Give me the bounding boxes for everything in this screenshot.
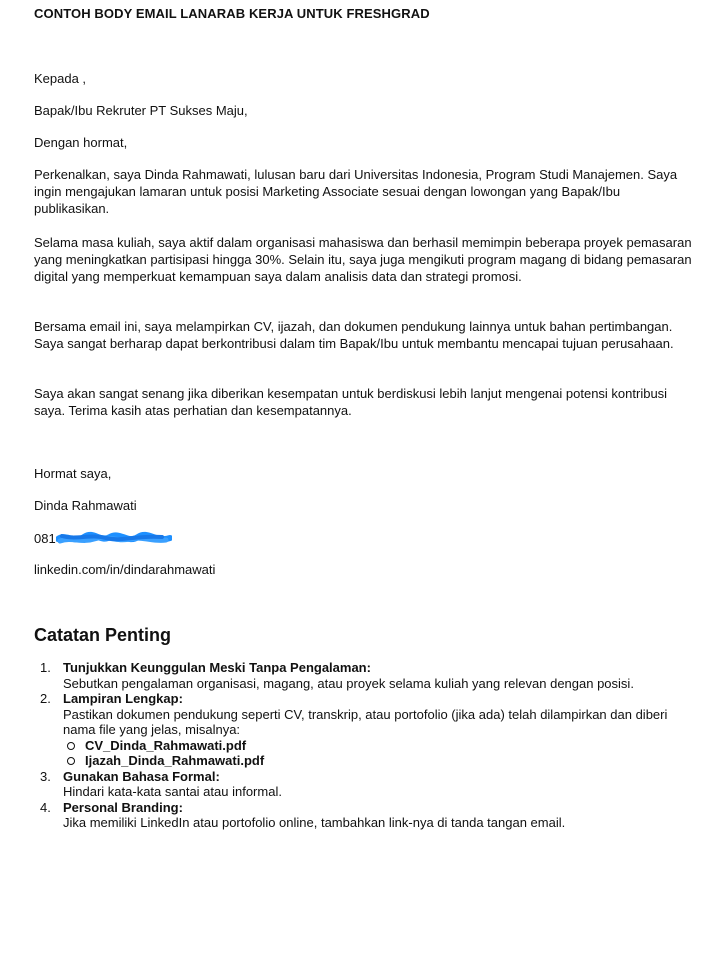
phone-number <box>34 530 172 548</box>
paragraph-experience: Selama masa kuliah, saya aktif dalam organisasi mahasiswa dan berhasil memimpin beberapa proyek pemasaran yang meningkatkan partisipasi hingga 30%. Selain itu, saya juga mengikuti program magang di bidang pemasaran digital yang memperkuat kemampuan saya dalam analisis data dan strategi promosi. <box>34 235 692 284</box>
salutation-line: Dengan hormat, <box>34 135 128 150</box>
list-item-description: Pastikan dokumen pendukung seperti CV, transkrip, atau portofolio (jika ada) telah dilampirkan dan diberi nama file yang jelas, misalnya: <box>63 706 668 737</box>
list-item-number: 2. <box>40 691 51 706</box>
notes-section-title: Catatan Penting <box>34 625 172 645</box>
attachment-file-name: Ijazah_Dinda_Rahmawati.pdf <box>85 753 265 768</box>
linkedin-line: linkedin.com/in/dindarahmawati <box>34 562 216 577</box>
sender-name: Dinda Rahmawati <box>34 498 137 513</box>
redaction-scribble <box>56 531 172 546</box>
greeting-line: Kepada , <box>34 71 87 86</box>
attachment-file-item <box>63 738 694 754</box>
paragraph-attachments: Bersama email ini, saya melampirkan CV, ijazah, dan dokumen pendukung lainnya untuk bahan pertimbangan. Saya sangat berharap dapat berkontribusi dalam tim Bapak/Ibu untuk membantu mencapai tujuan perusahaan. <box>34 319 674 351</box>
paragraph-introduction: Perkenalkan, saya Dinda Rahmawati, lulusan baru dari Universitas Indonesia, Program Studi Manajemen. Saya ingin mengajukan lamaran untuk posisi Marketing Associate sesuai dengan lowongan yang Bapak/Ibu publikasikan. <box>34 167 678 216</box>
hollow-bullet-icon <box>67 757 75 765</box>
list-item <box>34 691 694 769</box>
attachment-file-name: CV_Dinda_Rahmawati.pdf <box>85 737 247 753</box>
list-item-title: Personal Branding: <box>63 799 183 815</box>
list-item <box>34 769 694 800</box>
paragraph-closing-remarks: Saya akan sangat senang jika diberikan kesempatan untuk berdiskusi lebih lanjut mengenai potensi kontribusi saya. Terima kasih atas perhatian dan kesempatannya. <box>34 386 668 418</box>
list-item-title: Tunjukkan Keunggulan Meski Tanpa Pengalaman: <box>63 660 371 675</box>
recipient-line: Bapak/Ibu Rekruter PT Sukses Maju, <box>34 103 248 118</box>
list-item-title: Gunakan Bahasa Formal: <box>63 768 220 784</box>
list-item-number: 3. <box>40 768 51 784</box>
closing-line: Hormat saya, <box>34 466 112 481</box>
phone-prefix: 081 <box>34 531 56 546</box>
list-item-number: 1. <box>40 660 51 675</box>
list-item-title: Lampiran Lengkap: <box>63 691 183 706</box>
list-item <box>34 800 694 831</box>
list-item <box>34 660 694 691</box>
document-title: CONTOH BODY EMAIL LANARAB KERJA UNTUK FRESHGRAD <box>34 6 430 21</box>
list-item-description: Hindari kata-kata santai atau informal. <box>63 784 282 799</box>
hollow-bullet-icon <box>67 742 75 750</box>
list-item-number: 4. <box>40 799 51 815</box>
attachment-file-item <box>63 753 694 769</box>
list-item-description: Jika memiliki LinkedIn atau portofolio online, tambahkan link-nya di tanda tangan email. <box>63 815 566 830</box>
notes-list <box>34 660 694 831</box>
list-item-description: Sebutkan pengalaman organisasi, magang, atau proyek selama kuliah yang relevan dengan posisi. <box>63 675 634 691</box>
